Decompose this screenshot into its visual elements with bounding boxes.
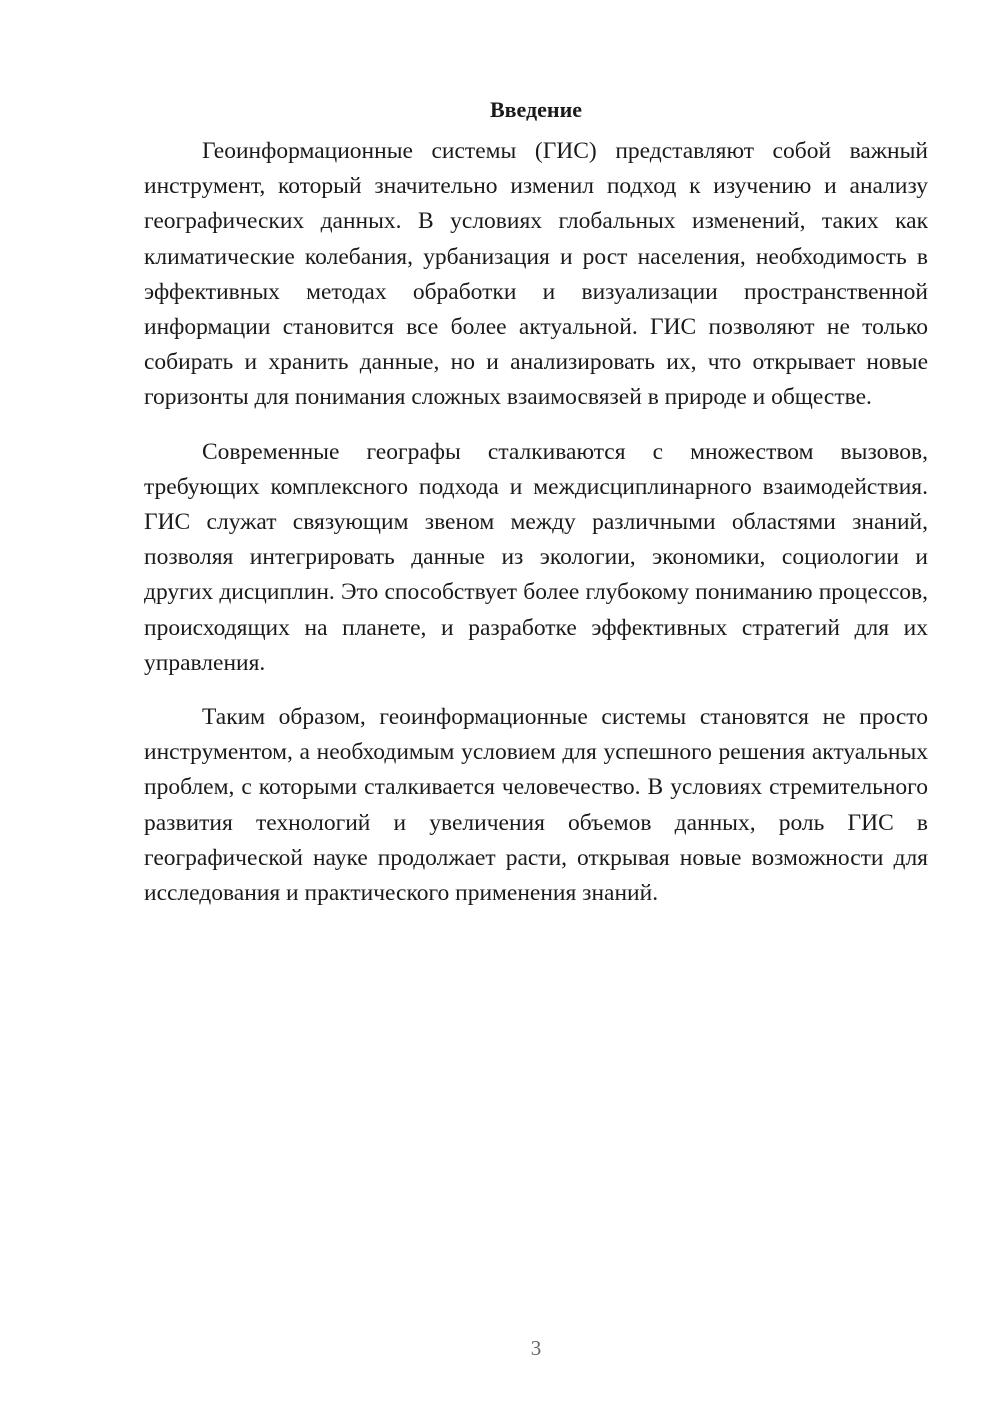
page-content: [144, 92, 928, 930]
paragraph-1: Геоинформационные системы (ГИС) представляют собой важный инструмент, который значительно изменил подход к изучению и анализу географических данных. В условиях глобальных изменений, таких как климатические колебания, урбанизация и рост населения, необходимость в эффективных методах обработки и визуализации пространственной информации становится все более актуальной. ГИС позволяют не только собирать и хранить данные, но и анализировать их, что открывает новые горизонты для понимания сложных взаимосвязей в природе и обществе.: [144, 138, 928, 411]
paragraph-2: Современные географы сталкиваются с множеством вызовов, требующих комплексного подхода и междисциплинарного взаимодействия. ГИС служат связующим звеном между различными областями знаний, позволяя интегрировать данные из экологии, экономики, социологии и других дисциплин. Это способствует более глубокому пониманию процессов, происходящих на планете, и разработке эффективных стратегий для их управления.: [144, 438, 928, 676]
paragraph-3: Таким образом, геоинформационные системы становятся не просто инструментом, а необходимым условием для успешного решения актуальных проблем, с которыми сталкивается человечество. В условиях стремительного развития технологий и увеличения объемов данных, роль ГИС в географической науке продолжает расти, открывая новые возможности для исследования и практического применения знаний.: [144, 704, 928, 907]
section-title: Введение: [489, 97, 583, 122]
page-number: 3: [530, 1336, 542, 1360]
